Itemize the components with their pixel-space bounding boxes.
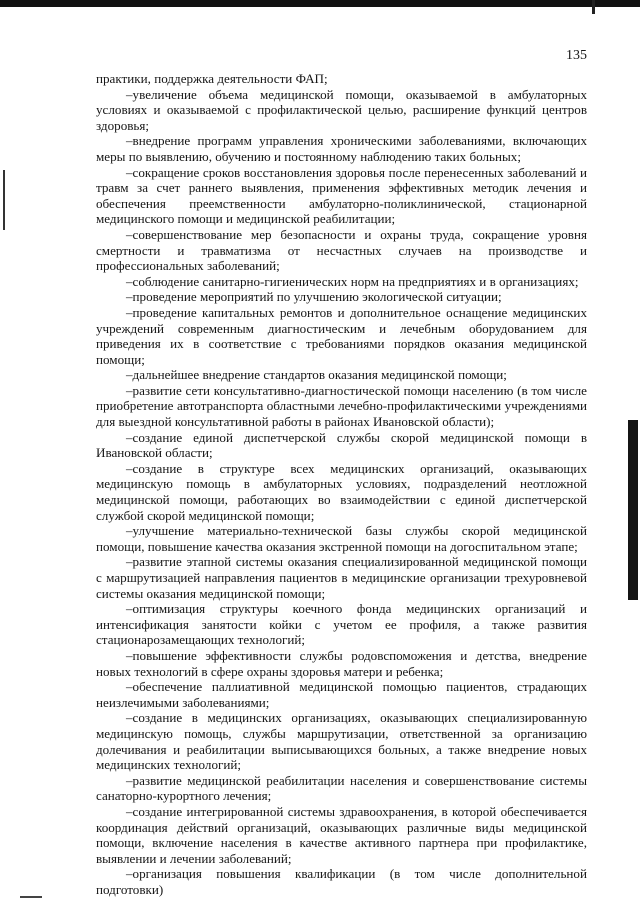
list-item: –создание единой диспетчерской службы скорой медицинской помощи в Ивановской области; (96, 429, 587, 461)
list-item: –внедрение программ управления хроническими заболеваниями, включающих меры по выявлению, обучению и постоянному наблюдению таких больных; (96, 133, 587, 164)
list-item: –совершенствование мер безопасности и охраны труда, сокращение уровня смертности и травматизма от несчастных случаев на производстве и профессиональных заболеваний; (96, 226, 587, 274)
list-item: –дальнейшее внедрение стандартов оказания медицинской помощи; (126, 367, 507, 383)
document-body (96, 71, 587, 897)
scan-bottom-mark (20, 896, 42, 898)
list-item: –развитие сети консультативно-диагностической помощи населению (в том числе приобретение автотранспорта областными лечебно-профилактическими учреждениями для выездной консультативной работы в районах Ивановской области); (96, 382, 587, 430)
list-item: –увеличение объема медицинской помощи, оказываемой в амбулаторных условиях и оказываемой с профилактической целью, расширение функций центров здоровья; (96, 86, 587, 133)
page-number: 135 (566, 48, 587, 63)
scan-top-mark (592, 0, 595, 14)
list-item: –проведение мероприятий по улучшению экологической ситуации; (126, 289, 502, 305)
list-item: –повышение эффективности службы родовспоможения и детства, внедрение новых технологий в сфере охраны здоровья матери и ребенка; (96, 647, 587, 679)
list-item: –создание в медицинских организациях, оказывающих специализированную медицинскую помощь, службы маршрутизации, ответственной за организацию долечивания и реабилитации выписывающихся больных, а также внедрение новых медицинских технологий; (96, 710, 587, 773)
list-item: –проведение капитальных ремонтов и дополнительное оснащение медицинских учреждений современным диагностическим и лечебным оборудованием для приведения их в соответствие с требованиями порядков оказания медицинской помощи; (96, 304, 587, 367)
list-item: –создание в структуре всех медицинских организаций, оказывающих медицинскую помощь в амбулаторных условиях, подразделений неотложной медицинской помощи, работающих во взаимодействии с единой диспетчерской службой скорой медицинской помощи; (96, 460, 587, 523)
list-item: –соблюдение санитарно-гигиенических норм на предприятиях и в организациях; (126, 273, 579, 289)
scan-right-edge-bar (628, 420, 638, 600)
list-item: –улучшение материально-технической базы службы скорой медицинской помощи, повышение качества оказания экстренной помощи на догоспитальном этапе; (96, 523, 587, 554)
paragraph-continuation: практики, поддержка деятельности ФАП; (96, 71, 328, 86)
list-item: –обеспечение паллиативной медицинской помощью пациентов, страдающих неизлечимыми заболеваниями; (96, 679, 587, 710)
scan-left-margin-mark (3, 170, 5, 230)
list-item: –создание интегрированной системы здравоохранения, в которой обеспечивается координация действий организаций, оказывающих различные виды медицинской помощи, включение населения в качестве активного партнера при профилактике, выявлении и лечении заболеваний; (96, 803, 587, 866)
list-item: –развитие этапной системы оказания специализированной медицинской помощи с маршрутизацией направления пациентов в медицинские организации трехуровневой системы оказания медицинской помощи; (96, 554, 587, 601)
list-item: –сокращение сроков восстановления здоровья после перенесенных заболеваний и травм за счет раннего выявления, применения эффективных методик лечения и обеспечения преемственности амбулаторно-поликлинической, стационарной медицинского помощи и медицинской реабилитации; (96, 164, 587, 227)
list-item: –организация повышения квалификации (в том числе дополнительной подготовки) (96, 866, 587, 897)
scan-top-edge (0, 0, 640, 7)
list-item: –оптимизация структуры коечного фонда медицинских организаций и интенсификация занятости койки с учетом ее профиля, а также развития стационарозамещающих технологий; (96, 601, 587, 648)
list-item: –развитие медицинской реабилитации населения и совершенствование системы санаторно-курортного лечения; (96, 772, 587, 804)
